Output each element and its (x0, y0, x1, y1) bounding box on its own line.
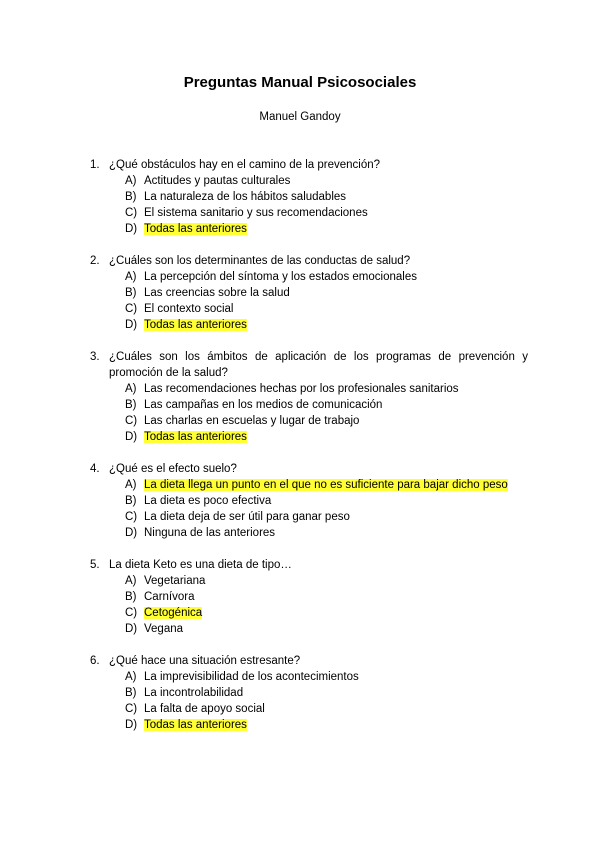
answer-option (125, 685, 528, 701)
answer-option (125, 189, 528, 205)
answer-option (125, 589, 528, 605)
question-item (90, 253, 528, 333)
option-letter: D) (125, 527, 138, 539)
question-item (90, 157, 528, 237)
option-letter: D) (125, 719, 138, 731)
option-letter: C) (125, 207, 138, 219)
option-text-highlighted: Todas las anteriores (144, 719, 247, 731)
answer-option (125, 701, 528, 717)
option-text: La dieta es poco efectiva (144, 495, 272, 507)
option-text-highlighted: Todas las anteriores (144, 223, 247, 235)
option-text: El sistema sanitario y sus recomendaciones (144, 207, 368, 219)
answer-option (125, 205, 528, 221)
option-text: La percepción del síntoma y los estados emocionales (144, 271, 417, 283)
option-text-highlighted: La dieta llega un punto en el que no es suficiente para bajar dicho peso (144, 479, 508, 491)
option-text: Actitudes y pautas culturales (144, 175, 291, 187)
answer-option (125, 285, 528, 301)
option-letter: A) (125, 271, 137, 283)
option-text-highlighted: Todas las anteriores (144, 319, 247, 331)
option-text: Las campañas en los medios de comunicación (144, 399, 383, 411)
option-text: Las creencias sobre la salud (144, 287, 290, 299)
option-text: La imprevisibilidad de los acontecimientos (144, 671, 359, 683)
answer-options (125, 173, 528, 237)
option-text: Vegetariana (144, 575, 206, 587)
option-letter: B) (125, 591, 137, 603)
question-item (90, 461, 528, 541)
option-letter: B) (125, 399, 137, 411)
answer-option (125, 573, 528, 589)
option-letter: B) (125, 191, 137, 203)
option-letter: C) (125, 511, 138, 523)
option-letter: D) (125, 223, 138, 235)
answer-option (125, 509, 528, 525)
question-number: 1. (90, 159, 100, 171)
answer-option (125, 413, 528, 429)
answer-option (125, 381, 528, 397)
option-letter: C) (125, 703, 138, 715)
question-list (90, 157, 528, 749)
option-letter: D) (125, 319, 138, 331)
option-text: La naturaleza de los hábitos saludables (144, 191, 347, 203)
answer-options (125, 381, 528, 445)
option-letter: D) (125, 623, 138, 635)
answer-options (125, 573, 528, 637)
option-text: El contexto social (144, 303, 234, 315)
option-letter: A) (125, 175, 137, 187)
question-number: 6. (90, 655, 100, 667)
question-item (90, 349, 528, 445)
option-text: Las charlas en escuelas y lugar de trabajo (144, 415, 360, 427)
option-letter: A) (125, 479, 137, 491)
option-letter: A) (125, 383, 137, 395)
option-text: La dieta deja de ser útil para ganar peso (144, 511, 350, 523)
question-item (90, 557, 528, 637)
option-letter: D) (125, 431, 138, 443)
question-text: ¿Cuáles son los determinantes de las conductas de salud? (109, 255, 411, 267)
question-text: La dieta Keto es una dieta de tipo… (109, 559, 292, 571)
question-text: ¿Qué hace una situación estresante? (109, 655, 301, 667)
answer-option (125, 717, 528, 733)
option-text-highlighted: Todas las anteriores (144, 431, 247, 443)
question-number: 5. (90, 559, 100, 571)
answer-option (125, 429, 528, 445)
document-author: Manuel Gandoy (259, 111, 341, 123)
option-letter: C) (125, 607, 138, 619)
option-text: Carnívora (144, 591, 195, 603)
answer-option (125, 301, 528, 317)
option-letter: C) (125, 303, 138, 315)
option-text: Las recomendaciones hechas por los profesionales sanitarios (144, 383, 459, 395)
answer-option (125, 621, 528, 637)
answer-options (125, 477, 528, 541)
question-number: 2. (90, 255, 100, 267)
answer-option (125, 221, 528, 237)
answer-option (125, 173, 528, 189)
option-letter: C) (125, 415, 138, 427)
question-item (90, 653, 528, 733)
answer-option (125, 605, 528, 621)
option-text: La incontrolabilidad (144, 687, 244, 699)
question-number: 4. (90, 463, 100, 475)
question-number: 3. (90, 351, 100, 363)
option-letter: B) (125, 495, 137, 507)
option-letter: A) (125, 671, 137, 683)
answer-option (125, 525, 528, 541)
option-letter: B) (125, 687, 137, 699)
option-text: Ninguna de las anteriores (144, 527, 276, 539)
option-text: La falta de apoyo social (144, 703, 265, 715)
answer-option (125, 269, 528, 285)
answer-option (125, 317, 528, 333)
answer-option (125, 493, 528, 509)
answer-option (125, 477, 528, 493)
question-text: ¿Qué es el efecto suelo? (109, 463, 237, 475)
question-text: ¿Qué obstáculos hay en el camino de la prevención? (109, 159, 381, 171)
option-letter: B) (125, 287, 137, 299)
answer-option (125, 669, 528, 685)
document-title: Preguntas Manual Psicosociales (183, 74, 417, 91)
answer-options (125, 269, 528, 333)
option-letter: A) (125, 575, 137, 587)
option-text: Vegana (144, 623, 184, 635)
option-text-highlighted: Cetogénica (144, 607, 203, 619)
question-text: ¿Cuáles son los ámbitos de aplicación de los programas de prevención y promoción de la salud? (109, 351, 528, 379)
answer-options (125, 669, 528, 733)
answer-option (125, 397, 528, 413)
